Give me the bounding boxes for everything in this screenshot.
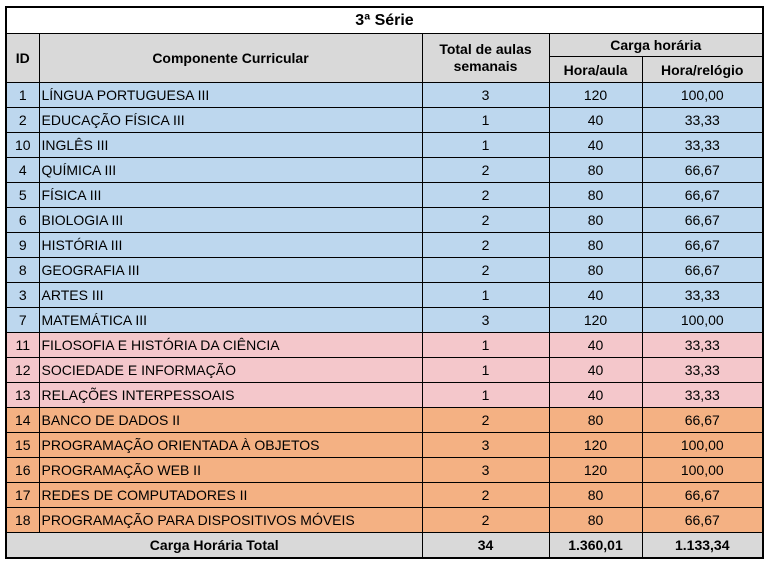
row-weekly-cell: 3	[422, 308, 549, 333]
row-component-cell: HISTÓRIA III	[39, 233, 422, 258]
row-clock-hours-cell: 66,67	[642, 258, 763, 283]
row-weekly-cell: 1	[422, 383, 549, 408]
header-id: ID	[6, 34, 39, 83]
row-id-cell: 7	[6, 308, 39, 333]
curriculum-table-container	[5, 6, 762, 558]
row-component-cell: QUÍMICA III	[39, 158, 422, 183]
row-component-cell: LÍNGUA PORTUGUESA III	[39, 83, 422, 108]
row-component-cell: PROGRAMAÇÃO WEB II	[39, 458, 422, 483]
row-class-hours-cell: 120	[549, 83, 642, 108]
header-component: Componente Curricular	[39, 34, 422, 83]
header-class-hours: Hora/aula	[549, 57, 642, 83]
table-row	[6, 458, 763, 483]
row-component-cell: REDES DE COMPUTADORES II	[39, 483, 422, 508]
row-id-cell: 16	[6, 458, 39, 483]
table-row	[6, 233, 763, 258]
total-row	[6, 533, 763, 559]
table-row	[6, 383, 763, 408]
table-row	[6, 133, 763, 158]
row-clock-hours-cell: 66,67	[642, 483, 763, 508]
row-clock-hours-cell: 33,33	[642, 333, 763, 358]
row-weekly-cell: 3	[422, 458, 549, 483]
row-class-hours-cell: 120	[549, 458, 642, 483]
row-id-cell: 9	[6, 233, 39, 258]
row-clock-hours-cell: 66,67	[642, 233, 763, 258]
row-component-cell: FÍSICA III	[39, 183, 422, 208]
table-row	[6, 158, 763, 183]
table-row	[6, 433, 763, 458]
row-weekly-cell: 2	[422, 233, 549, 258]
row-weekly-cell: 1	[422, 108, 549, 133]
row-weekly-cell: 2	[422, 158, 549, 183]
row-component-cell: PROGRAMAÇÃO ORIENTADA À OBJETOS	[39, 433, 422, 458]
row-id-cell: 8	[6, 258, 39, 283]
row-id-cell: 18	[6, 508, 39, 533]
row-component-cell: ARTES III	[39, 283, 422, 308]
row-weekly-cell: 2	[422, 408, 549, 433]
table-row	[6, 258, 763, 283]
row-class-hours-cell: 40	[549, 133, 642, 158]
table-row	[6, 308, 763, 333]
row-id-cell: 14	[6, 408, 39, 433]
table-row	[6, 358, 763, 383]
table-row	[6, 408, 763, 433]
row-clock-hours-cell: 66,67	[642, 408, 763, 433]
row-component-cell: EDUCAÇÃO FÍSICA III	[39, 108, 422, 133]
table-row	[6, 508, 763, 533]
row-id-cell: 12	[6, 358, 39, 383]
row-weekly-cell: 1	[422, 133, 549, 158]
row-weekly-cell: 2	[422, 508, 549, 533]
row-class-hours-cell: 40	[549, 108, 642, 133]
row-clock-hours-cell: 100,00	[642, 308, 763, 333]
row-component-cell: INGLÊS III	[39, 133, 422, 158]
row-class-hours-cell: 40	[549, 333, 642, 358]
row-id-cell: 17	[6, 483, 39, 508]
total-clock-hours: 1.133,34	[642, 533, 763, 559]
row-id-cell: 6	[6, 208, 39, 233]
table-row	[6, 333, 763, 358]
row-id-cell: 13	[6, 383, 39, 408]
row-component-cell: RELAÇÕES INTERPESSOAIS	[39, 383, 422, 408]
row-class-hours-cell: 80	[549, 258, 642, 283]
row-weekly-cell: 1	[422, 358, 549, 383]
row-weekly-cell: 2	[422, 208, 549, 233]
row-clock-hours-cell: 33,33	[642, 133, 763, 158]
row-clock-hours-cell: 33,33	[642, 383, 763, 408]
row-component-cell: MATEMÁTICA III	[39, 308, 422, 333]
row-clock-hours-cell: 100,00	[642, 433, 763, 458]
row-weekly-cell: 2	[422, 483, 549, 508]
row-component-cell: PROGRAMAÇÃO PARA DISPOSITIVOS MÓVEIS	[39, 508, 422, 533]
row-id-cell: 4	[6, 158, 39, 183]
total-weekly: 34	[422, 533, 549, 559]
row-clock-hours-cell: 33,33	[642, 108, 763, 133]
table-row	[6, 483, 763, 508]
row-weekly-cell: 1	[422, 283, 549, 308]
row-clock-hours-cell: 100,00	[642, 458, 763, 483]
row-clock-hours-cell: 66,67	[642, 508, 763, 533]
row-class-hours-cell: 40	[549, 283, 642, 308]
row-class-hours-cell: 80	[549, 233, 642, 258]
row-clock-hours-cell: 100,00	[642, 83, 763, 108]
row-clock-hours-cell: 66,67	[642, 158, 763, 183]
row-class-hours-cell: 80	[549, 158, 642, 183]
row-class-hours-cell: 120	[549, 308, 642, 333]
table-row	[6, 108, 763, 133]
total-label: Carga Horária Total	[6, 533, 422, 559]
row-class-hours-cell: 120	[549, 433, 642, 458]
table-row	[6, 83, 763, 108]
row-class-hours-cell: 80	[549, 483, 642, 508]
row-clock-hours-cell: 66,67	[642, 208, 763, 233]
row-weekly-cell: 1	[422, 333, 549, 358]
row-component-cell: GEOGRAFIA III	[39, 258, 422, 283]
row-class-hours-cell: 80	[549, 208, 642, 233]
row-class-hours-cell: 40	[549, 358, 642, 383]
row-id-cell: 5	[6, 183, 39, 208]
curriculum-table	[5, 6, 764, 559]
row-id-cell: 3	[6, 283, 39, 308]
header-weekly-classes: Total de aulas semanais	[422, 34, 549, 83]
row-weekly-cell: 2	[422, 183, 549, 208]
row-class-hours-cell: 80	[549, 508, 642, 533]
row-class-hours-cell: 80	[549, 408, 642, 433]
table-row	[6, 208, 763, 233]
row-id-cell: 15	[6, 433, 39, 458]
header-workload: Carga horária	[549, 34, 763, 57]
row-weekly-cell: 3	[422, 433, 549, 458]
row-id-cell: 2	[6, 108, 39, 133]
row-class-hours-cell: 80	[549, 183, 642, 208]
row-clock-hours-cell: 66,67	[642, 183, 763, 208]
row-id-cell: 11	[6, 333, 39, 358]
table-row	[6, 183, 763, 208]
row-component-cell: SOCIEDADE E INFORMAÇÃO	[39, 358, 422, 383]
table-title: 3ª Série	[6, 7, 763, 34]
row-class-hours-cell: 40	[549, 383, 642, 408]
row-clock-hours-cell: 33,33	[642, 358, 763, 383]
row-clock-hours-cell: 33,33	[642, 283, 763, 308]
row-weekly-cell: 2	[422, 258, 549, 283]
row-weekly-cell: 3	[422, 83, 549, 108]
header-clock-hours: Hora/relógio	[642, 57, 763, 83]
row-component-cell: BIOLOGIA III	[39, 208, 422, 233]
total-class-hours: 1.360,01	[549, 533, 642, 559]
table-row	[6, 283, 763, 308]
row-id-cell: 10	[6, 133, 39, 158]
row-component-cell: BANCO DE DADOS II	[39, 408, 422, 433]
row-component-cell: FILOSOFIA E HISTÓRIA DA CIÊNCIA	[39, 333, 422, 358]
row-id-cell: 1	[6, 83, 39, 108]
